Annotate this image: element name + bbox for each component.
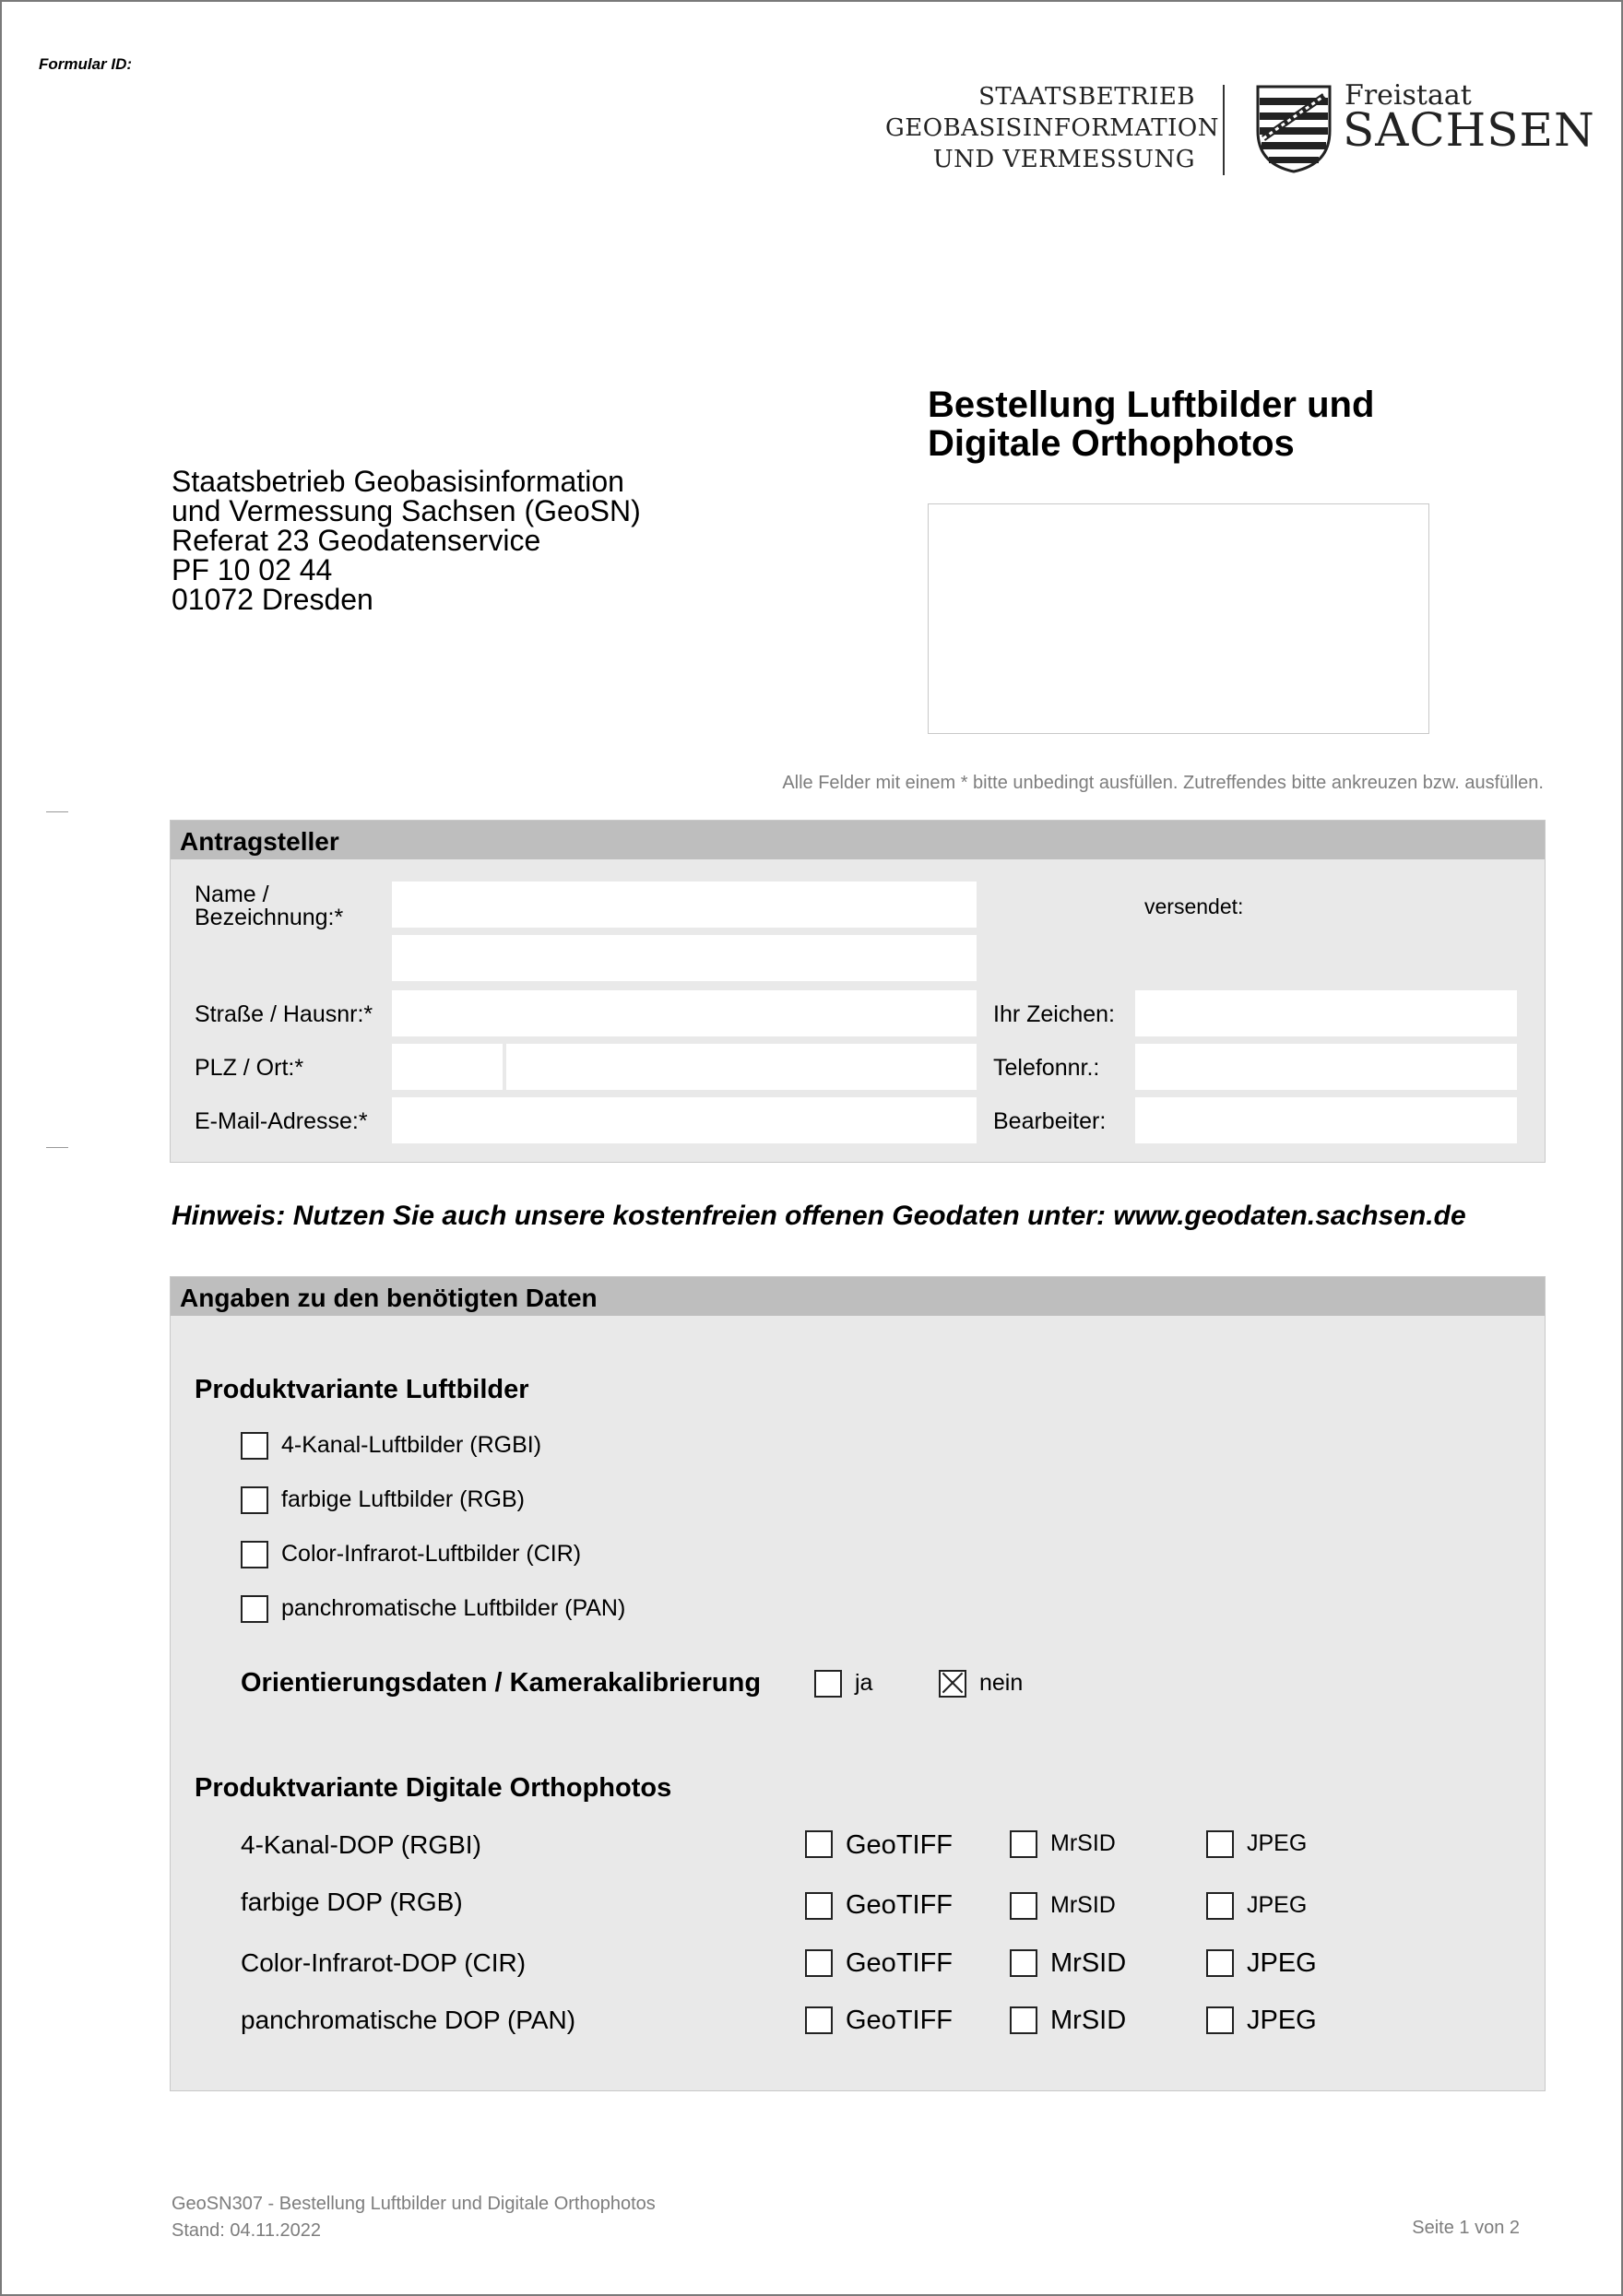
- geotiff-label: GeoTIFF: [846, 1890, 954, 1920]
- address-line-4: PF 10 02 44: [172, 553, 333, 586]
- luftbilder-option-checkbox[interactable]: [241, 1486, 268, 1514]
- street-field[interactable]: [392, 990, 977, 1036]
- geotiff-label: GeoTIFF: [846, 1948, 954, 1978]
- bearbeiter-field[interactable]: [1135, 1097, 1517, 1143]
- orientation-nein-checkbox[interactable]: [939, 1670, 966, 1698]
- luftbilder-option-label: panchromatische Luftbilder (PAN): [281, 1595, 626, 1621]
- formular-id-label: Formular ID:: [39, 55, 133, 73]
- luftbilder-heading: Produktvariante Luftbilder: [195, 1375, 529, 1404]
- luftbilder-option-checkbox[interactable]: [241, 1595, 268, 1623]
- telefon-label: Telefonnr.:: [993, 1055, 1100, 1081]
- dop-row-name: farbige DOP (RGB): [241, 1888, 463, 1916]
- ort-field[interactable]: [506, 1044, 977, 1090]
- geotiff-checkbox[interactable]: [805, 1830, 833, 1858]
- luftbilder-option-checkbox[interactable]: [241, 1432, 268, 1460]
- address-line-1: Staatsbetrieb Geobasisinformation: [172, 465, 624, 498]
- document-footer: [172, 2191, 656, 2244]
- orientation-ja-label: ja: [855, 1670, 873, 1696]
- jpeg-checkbox[interactable]: [1206, 2006, 1234, 2034]
- orientation-nein-label: nein: [979, 1670, 1024, 1696]
- plz-field[interactable]: [392, 1044, 503, 1090]
- address-line-3: Referat 23 Geodatenservice: [172, 524, 541, 557]
- jpeg-label: JPEG: [1247, 1948, 1317, 1978]
- applicant-heading: Antragsteller: [171, 821, 1545, 859]
- agency-logo-text: [885, 81, 1219, 175]
- mrsid-label: MrSID: [1050, 1948, 1127, 1978]
- freistaat-text: Freistaat: [1345, 79, 1472, 112]
- form-title: [928, 385, 1374, 463]
- name-label-line-1: Name /: [195, 882, 269, 907]
- receipt-stamp-box: [928, 503, 1429, 734]
- address-line-5: 01072 Dresden: [172, 583, 373, 616]
- form-title-line-1: Bestellung Luftbilder und: [928, 385, 1375, 425]
- luftbilder-option-checkbox[interactable]: [241, 1541, 268, 1568]
- dop-heading: Produktvariante Digitale Orthophotos: [195, 1773, 672, 1803]
- luftbilder-option-label: Color-Infrarot-Luftbilder (CIR): [281, 1541, 582, 1567]
- luftbilder-option-label: farbige Luftbilder (RGB): [281, 1486, 526, 1512]
- mrsid-checkbox[interactable]: [1010, 1892, 1037, 1920]
- jpeg-label: JPEG: [1247, 2006, 1317, 2035]
- mrsid-checkbox[interactable]: [1010, 2006, 1037, 2034]
- luftbilder-option-label: 4-Kanal-Luftbilder (RGBI): [281, 1432, 542, 1458]
- mrsid-checkbox[interactable]: [1010, 1949, 1037, 1977]
- recipient-address: [172, 467, 641, 614]
- coat-of-arms-icon: [1254, 83, 1333, 173]
- mrsid-label: MrSID: [1050, 2006, 1127, 2035]
- orientation-label: Orientierungsdaten / Kamerakalibrierung: [241, 1668, 762, 1698]
- fold-mark: [46, 1147, 68, 1148]
- telefon-field[interactable]: [1135, 1044, 1517, 1090]
- agency-line-1: STAATSBETRIEB: [978, 83, 1195, 111]
- ihr-zeichen-label: Ihr Zeichen:: [993, 1001, 1116, 1027]
- versendet-label: versendet:: [1144, 894, 1244, 918]
- jpeg-checkbox[interactable]: [1206, 1892, 1234, 1920]
- agency-line-3: UND VERMESSUNG: [932, 146, 1195, 173]
- fold-mark: [46, 811, 68, 812]
- jpeg-checkbox[interactable]: [1206, 1949, 1234, 1977]
- orientation-ja-checkbox[interactable]: [814, 1670, 842, 1698]
- email-label: E-Mail-Adresse:*: [195, 1108, 368, 1134]
- logo-divider: [1223, 85, 1225, 175]
- open-data-hint: Hinweis: Nutzen Sie auch unsere kostenfreien offenen Geodaten unter: www.geodaten.sachsen.de: [172, 1201, 1466, 1231]
- mrsid-label: MrSID: [1050, 1830, 1116, 1856]
- data-section-heading: Angaben zu den benötigten Daten: [171, 1277, 1545, 1316]
- data-section: [170, 1276, 1546, 2091]
- mrsid-label: MrSID: [1050, 1892, 1116, 1918]
- name-field-2[interactable]: [392, 935, 977, 981]
- street-label: Straße / Hausnr:*: [195, 1001, 373, 1027]
- sachsen-text: SACHSEN: [1343, 103, 1595, 157]
- applicant-section: [170, 820, 1546, 1163]
- bearbeiter-label: Bearbeiter:: [993, 1108, 1107, 1134]
- geotiff-checkbox[interactable]: [805, 1949, 833, 1977]
- address-line-2: und Vermessung Sachsen (GeoSN): [172, 494, 641, 527]
- required-fields-note: Alle Felder mit einem * bitte unbedingt ausfüllen. Zutreffendes bitte ankreuzen bzw. ausfüllen.: [782, 773, 1544, 793]
- footer-stand: Stand: 04.11.2022: [172, 2220, 321, 2241]
- mrsid-checkbox[interactable]: [1010, 1830, 1037, 1858]
- dop-row-name: 4-Kanal-DOP (RGBI): [241, 1830, 481, 1859]
- name-field[interactable]: [392, 882, 977, 928]
- ihr-zeichen-field[interactable]: [1135, 990, 1517, 1036]
- jpeg-checkbox[interactable]: [1206, 1830, 1234, 1858]
- email-field[interactable]: [392, 1097, 977, 1143]
- page-number: Seite 1 von 2: [1412, 2218, 1520, 2238]
- name-label: [195, 883, 343, 929]
- name-label-line-2: Bezeichnung:*: [195, 905, 344, 930]
- geotiff-checkbox[interactable]: [805, 2006, 833, 2034]
- jpeg-label: JPEG: [1247, 1830, 1308, 1856]
- footer-doc-name: GeoSN307 - Bestellung Luftbilder und Digitale Orthophotos: [172, 2194, 656, 2214]
- agency-line-2: GEOBASISINFORMATION: [885, 114, 1219, 142]
- dop-row-name: panchromatische DOP (PAN): [241, 2006, 576, 2034]
- geotiff-checkbox[interactable]: [805, 1892, 833, 1920]
- jpeg-label: JPEG: [1247, 1892, 1308, 1918]
- form-title-line-2: Digitale Orthophotos: [928, 423, 1295, 464]
- dop-row-name: Color-Infrarot-DOP (CIR): [241, 1948, 527, 1977]
- geotiff-label: GeoTIFF: [846, 1830, 954, 1860]
- plz-ort-label: PLZ / Ort:*: [195, 1055, 304, 1081]
- geotiff-label: GeoTIFF: [846, 2006, 954, 2035]
